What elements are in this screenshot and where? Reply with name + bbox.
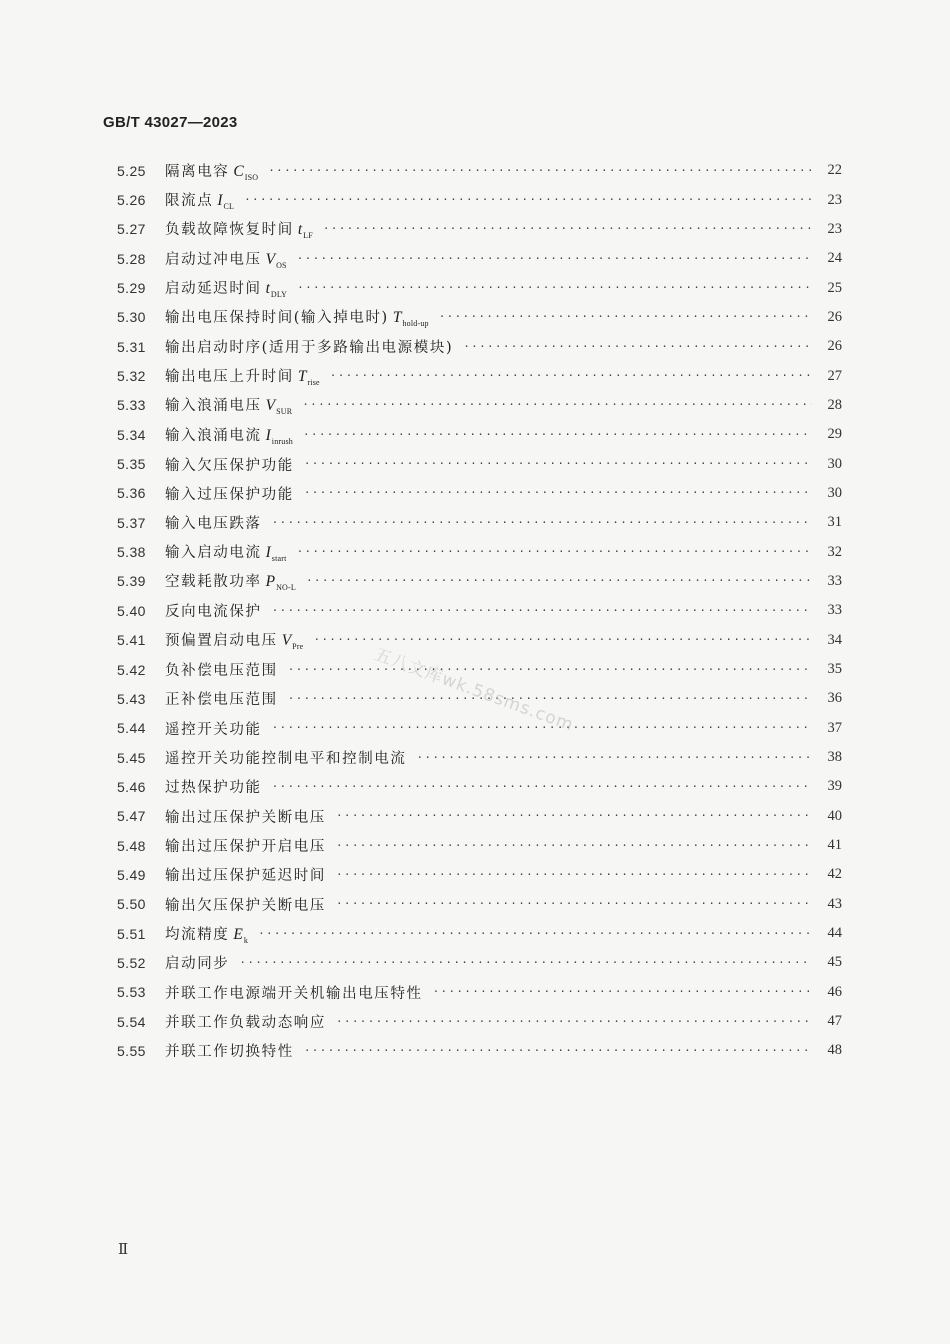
toc-entry[interactable] <box>117 332 842 361</box>
toc-entry[interactable] <box>117 420 842 449</box>
toc-entry[interactable] <box>117 772 842 801</box>
toc-entry-title-text: 遥控开关功能 <box>165 721 262 738</box>
toc-dot-leader <box>288 663 812 677</box>
toc-entry-number: 5.52 <box>117 954 146 971</box>
toc-entry-page: 33 <box>827 602 842 619</box>
toc-entry[interactable] <box>117 919 842 948</box>
toc-dot-leader <box>323 222 812 236</box>
toc-entry-page: 34 <box>827 631 842 648</box>
toc-entry-title-text: 并联工作切换特性 <box>165 1044 294 1061</box>
toc-entry-symbol-subscript: inrush <box>271 436 293 446</box>
toc-entry-page: 35 <box>827 661 842 678</box>
toc-entry-symbol-subscript: SUR <box>276 407 293 417</box>
toc-entry-title-text: 预偏置启动电压 <box>165 633 278 650</box>
toc-entry-title <box>165 454 294 475</box>
toc-entry-title-text: 输出电压上升时间 <box>165 369 294 386</box>
toc-entry-number: 5.48 <box>117 837 146 854</box>
toc-entry-symbol: E <box>233 925 243 943</box>
toc-entry[interactable] <box>117 1036 842 1065</box>
toc-entry-page: 37 <box>827 719 842 736</box>
toc-entry-title <box>165 1040 294 1061</box>
toc-entry-title <box>165 806 326 827</box>
toc-entry-number: 5.30 <box>117 309 146 326</box>
toc-entry-symbol-subscript: start <box>271 554 287 564</box>
toc-entry-symbol: t <box>297 221 303 239</box>
toc-entry-page: 33 <box>827 572 842 589</box>
standard-code-header: GB/T 43027—2023 <box>103 114 238 131</box>
toc-entry-number: 5.36 <box>117 485 146 502</box>
toc-entry-symbol-subscript: Pre <box>292 642 304 652</box>
toc-entry-page: 45 <box>827 954 842 971</box>
toc-entry-page: 42 <box>827 866 842 883</box>
toc-entry-page: 47 <box>827 1013 842 1030</box>
watermark: 五八文库wk.58sms.com <box>371 644 577 736</box>
toc-dot-leader <box>304 457 812 471</box>
toc-entry[interactable] <box>117 303 842 332</box>
toc-entry-title-text: 负载故障恢复时间 <box>165 222 294 239</box>
toc-entry-title <box>165 277 287 299</box>
toc-entry-title-text: 输出启动时序(适用于多路输出电源模块) <box>165 340 454 357</box>
toc-dot-leader <box>439 310 812 324</box>
toc-entry-title <box>165 424 293 446</box>
toc-entry[interactable] <box>117 978 842 1007</box>
toc-entry-title-text: 输入浪涌电流 <box>165 427 262 444</box>
toc-entry-page: 41 <box>827 837 842 854</box>
toc-entry-number: 5.41 <box>117 632 146 649</box>
toc-entry-number: 5.32 <box>117 368 146 385</box>
toc-entry-page: 26 <box>827 308 842 325</box>
toc-entry-page: 30 <box>827 484 842 501</box>
toc-entry-title <box>165 835 326 856</box>
toc-entry[interactable] <box>117 567 842 596</box>
toc-entry-title-text: 输出过压保护延迟时间 <box>165 868 326 885</box>
toc-entry-symbol: T <box>297 368 307 386</box>
toc-entry-symbol: I <box>217 192 223 210</box>
toc-entry[interactable] <box>117 156 842 185</box>
toc-dot-leader <box>244 193 812 207</box>
toc-entry-title-text: 输出电压保持时间(输入掉电时) <box>165 310 389 327</box>
toc-entry-number: 5.46 <box>117 778 146 795</box>
toc-entry-page: 31 <box>827 514 842 531</box>
toc-entry-title-text: 输出过压保护开启电压 <box>165 839 326 856</box>
toc-entry-title <box>165 1011 326 1032</box>
toc-entry-number: 5.49 <box>117 866 146 883</box>
toc-entry[interactable] <box>117 185 842 214</box>
toc-dot-leader <box>258 927 812 941</box>
toc-entry-title-text: 启动同步 <box>165 956 230 973</box>
toc-entry[interactable] <box>117 391 842 420</box>
toc-entry-page: 26 <box>827 338 842 355</box>
toc-dot-leader <box>417 751 813 765</box>
toc-entry-title-text: 负补偿电压范围 <box>165 663 278 680</box>
toc-entry-title-text: 限流点 <box>165 193 214 210</box>
toc-entry[interactable] <box>117 802 842 831</box>
toc-entry[interactable] <box>117 831 842 860</box>
toc-entry-symbol-subscript: k <box>243 935 249 945</box>
toc-entry-number: 5.38 <box>117 544 146 561</box>
toc-dot-leader <box>336 897 812 911</box>
toc-entry-title-text: 输入欠压保护功能 <box>165 457 294 474</box>
toc-dot-leader <box>272 516 812 530</box>
toc-entry-number: 5.45 <box>117 749 146 766</box>
toc-entry-title <box>165 952 229 973</box>
toc-entry[interactable] <box>117 537 842 566</box>
toc-entry-title <box>165 659 278 680</box>
toc-entry[interactable] <box>117 714 842 743</box>
toc-entry-page: 36 <box>827 690 842 707</box>
toc-entry-page: 32 <box>827 543 842 560</box>
toc-entry-title <box>165 629 303 651</box>
toc-entry-page: 29 <box>827 426 842 443</box>
toc-entry-number: 5.50 <box>117 896 146 913</box>
toc-dot-leader <box>302 398 812 412</box>
toc-entry-number: 5.35 <box>117 456 146 473</box>
toc-entry[interactable] <box>117 743 842 772</box>
toc-entry-number: 5.40 <box>117 602 146 619</box>
toc-entry-title <box>165 189 234 211</box>
toc-entry-number: 5.53 <box>117 984 146 1001</box>
toc-entry-symbol-subscript: OS <box>276 260 287 270</box>
toc-entry-symbol: T <box>392 309 402 327</box>
toc-dot-leader <box>272 780 812 794</box>
toc-dot-leader <box>297 281 812 295</box>
toc-entry-symbol: V <box>281 632 292 650</box>
toc-entry[interactable] <box>117 890 842 919</box>
toc-entry-title-text: 输入电压跌落 <box>165 516 262 533</box>
toc-entry-page: 46 <box>827 983 842 1000</box>
toc-entry[interactable] <box>117 508 842 537</box>
toc-entry-page: 24 <box>827 250 842 267</box>
toc-entry-number: 5.34 <box>117 426 146 443</box>
toc-entry-number: 5.29 <box>117 280 146 297</box>
toc-entry-number: 5.43 <box>117 690 146 707</box>
toc-entry-title-text: 空载耗散功率 <box>165 574 262 591</box>
toc-entry-symbol: V <box>265 250 276 268</box>
toc-entry-number: 5.39 <box>117 573 146 590</box>
toc-entry-page: 25 <box>827 279 842 296</box>
toc-entry[interactable] <box>117 948 842 977</box>
toc-entry-page: 39 <box>827 778 842 795</box>
toc-entry-title <box>165 394 292 416</box>
toc-entry-title-text: 并联工作负载动态响应 <box>165 1015 326 1032</box>
toc-entry-title-text: 输入浪涌电压 <box>165 398 262 415</box>
toc-entry-page: 43 <box>827 895 842 912</box>
toc-entry-title <box>165 923 248 945</box>
toc-entry-page: 38 <box>827 749 842 766</box>
toc-entry-symbol-subscript: ISO <box>244 172 259 182</box>
toc-entry-title-text: 隔离电容 <box>165 163 230 180</box>
toc-entry-title-text: 输入启动电流 <box>165 545 262 562</box>
toc-entry-page: 23 <box>827 220 842 237</box>
toc-dot-leader <box>304 486 812 500</box>
toc-entry-title <box>165 894 326 915</box>
toc-dot-leader <box>306 574 812 588</box>
toc-entry-number: 5.55 <box>117 1042 146 1059</box>
toc-entry-title <box>165 483 294 504</box>
toc-entry[interactable] <box>117 244 842 273</box>
toc-entry-page: 22 <box>827 162 842 179</box>
toc-entry-page: 28 <box>827 396 842 413</box>
toc-entry[interactable] <box>117 596 842 625</box>
toc-entry-title-text: 输出过压保护关断电压 <box>165 809 326 826</box>
toc-dot-leader <box>336 1015 812 1029</box>
toc-entry-page: 23 <box>827 191 842 208</box>
toc-entry-number: 5.54 <box>117 1013 146 1030</box>
toc-entry-title <box>165 688 278 709</box>
toc-entry-number: 5.25 <box>117 162 146 179</box>
toc-dot-leader <box>336 809 812 823</box>
toc-entry[interactable] <box>117 479 842 508</box>
toc-dot-leader <box>297 252 812 266</box>
toc-dot-leader <box>336 868 812 882</box>
toc-entry-number: 5.47 <box>117 808 146 825</box>
toc-entry-number: 5.33 <box>117 397 146 414</box>
toc-entry[interactable] <box>117 860 842 889</box>
toc-entry-title <box>165 248 287 270</box>
toc-entry-title-text: 并联工作电源端开关机输出电压特性 <box>165 985 423 1002</box>
toc-entry-title-text: 均流精度 <box>165 926 230 943</box>
toc-dot-leader <box>268 164 812 178</box>
toc-entry-symbol-subscript: hold-up <box>402 319 429 329</box>
toc-entry-symbol-subscript: DLY <box>270 290 288 300</box>
toc-entry-title-text: 正补偿电压范围 <box>165 692 278 709</box>
toc-entry-page: 30 <box>827 455 842 472</box>
toc-entry-title <box>165 218 313 240</box>
toc-entry-title <box>165 512 262 533</box>
toc-dot-leader <box>297 545 812 559</box>
toc-entry-number: 5.37 <box>117 514 146 531</box>
toc-entry-symbol: t <box>265 280 270 298</box>
toc-entry-number: 5.51 <box>117 925 146 942</box>
toc-dot-leader <box>463 340 812 354</box>
toc-dot-leader <box>304 1044 812 1058</box>
toc-entry-title-text: 启动过冲电压 <box>165 251 262 268</box>
toc-dot-leader <box>272 604 812 618</box>
toc-entry[interactable] <box>117 215 842 244</box>
page-number-footer: Ⅱ <box>118 1242 129 1258</box>
toc-entry-title-text: 启动延迟时间 <box>165 281 262 298</box>
toc-entry[interactable] <box>117 361 842 390</box>
toc-entry-symbol-subscript: rise <box>307 378 320 388</box>
toc-dot-leader <box>433 985 812 999</box>
toc-entry-page: 44 <box>827 925 842 942</box>
toc-entry-symbol: P <box>265 573 276 591</box>
toc-entry-title <box>165 570 296 592</box>
toc-entry-title <box>165 982 423 1003</box>
toc-dot-leader <box>239 956 812 970</box>
toc-entry-number: 5.44 <box>117 720 146 737</box>
toc-entry-symbol-subscript: CL <box>223 202 235 212</box>
toc-entry-symbol: I <box>265 426 271 444</box>
toc-entry-number: 5.28 <box>117 250 146 267</box>
toc-entry-title <box>165 600 262 621</box>
toc-entry-symbol: C <box>233 162 244 180</box>
toc-entry-number: 5.27 <box>117 221 146 238</box>
toc-entry-number: 5.31 <box>117 338 146 355</box>
toc-entry-page: 40 <box>827 807 842 824</box>
toc-entry[interactable] <box>117 626 842 655</box>
toc-entry[interactable] <box>117 449 842 478</box>
toc-entry-title <box>165 776 262 797</box>
toc-entry-title <box>165 747 407 768</box>
table-of-contents <box>117 156 842 1066</box>
toc-entry-page: 48 <box>827 1042 842 1059</box>
toc-entry-symbol: I <box>265 544 271 562</box>
toc-entry-title-text: 输出欠压保护关断电压 <box>165 897 326 914</box>
toc-entry-title <box>165 864 326 885</box>
toc-entry-symbol: V <box>265 397 276 415</box>
toc-entry-title-text: 遥控开关功能控制电平和控制电流 <box>165 751 407 768</box>
toc-entry-title <box>165 160 258 182</box>
toc-entry-title <box>165 718 262 739</box>
toc-entry-title <box>165 336 453 357</box>
toc-entry-title <box>165 306 429 328</box>
toc-entry-title-text: 反向电流保护 <box>165 604 262 621</box>
toc-entry-page: 27 <box>827 367 842 384</box>
toc-entry-title-text: 过热保护功能 <box>165 780 262 797</box>
toc-entry-number: 5.26 <box>117 192 146 209</box>
toc-entry-title <box>165 541 287 563</box>
toc-entry-number: 5.42 <box>117 661 146 678</box>
toc-dot-leader <box>330 369 812 383</box>
toc-dot-leader <box>336 839 812 853</box>
toc-dot-leader <box>303 428 812 442</box>
toc-entry-title-text: 输入过压保护功能 <box>165 486 294 503</box>
toc-entry-symbol-subscript: NO-L <box>276 583 296 593</box>
toc-entry-title <box>165 365 320 387</box>
toc-entry-symbol-subscript: LF <box>303 231 313 241</box>
toc-entry[interactable] <box>117 273 842 302</box>
toc-entry[interactable] <box>117 1007 842 1036</box>
